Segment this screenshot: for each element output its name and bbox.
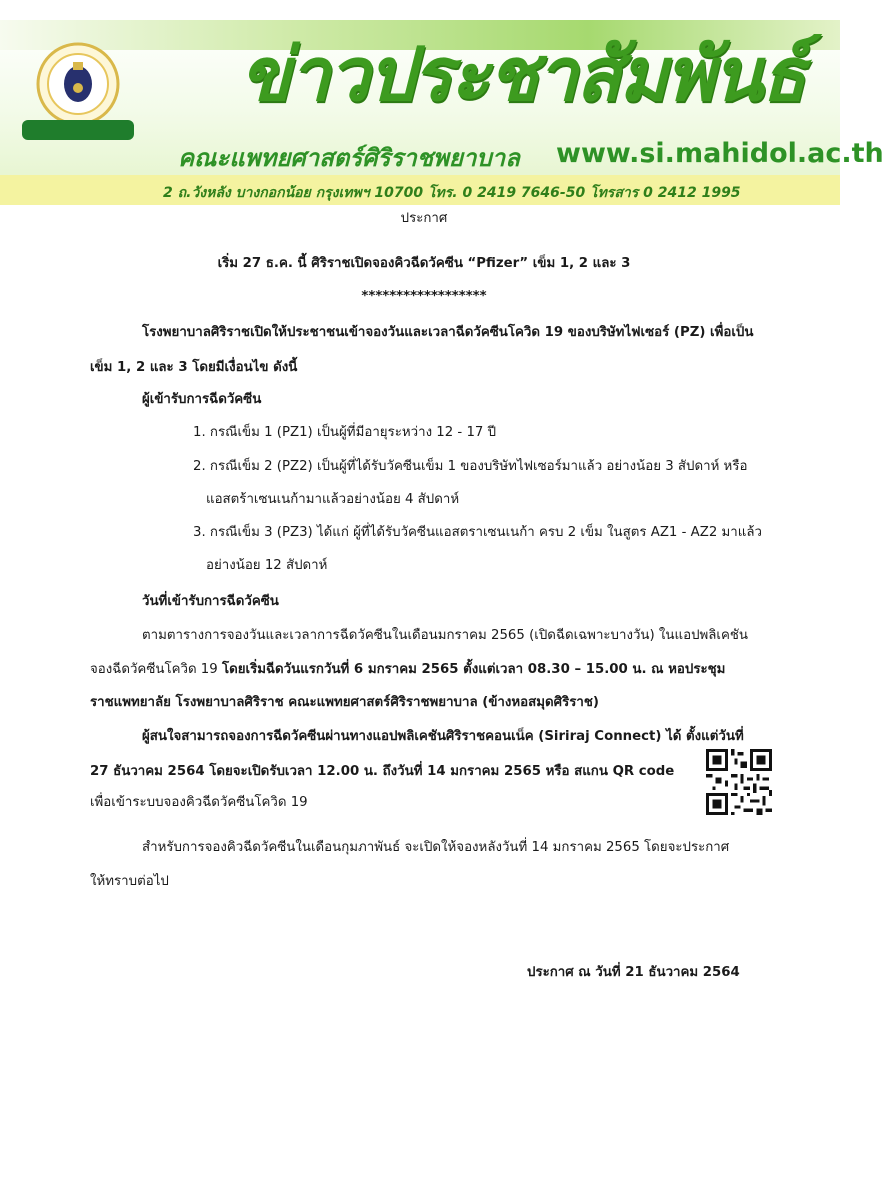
list-item-dose1: 1. กรณีเข็ม 1 (PZ1) เป็นผู้ที่มีอายุระหว่าง 12 - 17 ปี [193, 425, 497, 440]
list-item-dose3-line2: อย่างน้อย 12 สัปดาห์ [206, 558, 328, 573]
doc-heading: ประกาศ [400, 211, 448, 226]
intro-line-1: โรงพยาบาลศิริราชเปิดให้ประชาชนเข้าจองวันและเวลาฉีดวัคซีนโควิด 19 ของบริษัทไฟเซอร์ (PZ) เพื่อเป็น [142, 325, 754, 340]
dates-line-1: ตามตารางการจองวันและเวลาการฉีดวัคซีนในเดือนมกราคม 2565 (เปิดฉีดเฉพาะบางวัน) ในแอปพลิเคชัน [142, 628, 748, 643]
section-eligibility-title: ผู้เข้ารับการฉีดวัคซีน [142, 392, 262, 407]
address-text: 2 ถ.วังหลัง บางกอกน้อย กรุงเทพฯ 10700 โทร. 0 2419 7646-50 โทรสาร 0 2412 1995 [163, 185, 741, 201]
website-url[interactable]: www.si.mahidol.ac.th [556, 138, 884, 169]
dates-line-2-normal: จองฉีดวัคซีนโควิด 19 [90, 662, 222, 677]
faculty-name: คณะแพทยศาสตร์ศิริราชพยาบาล [178, 144, 520, 172]
headline-title: ข่าวประชาสัมพันธ์ [240, 32, 805, 118]
dates-line-3: ราชแพทยาลัย โรงพยาบาลศิริราช คณะแพทยศาสตร์ศิริราชพยาบาล (ข้างหอสมุดศิริราช) [90, 695, 599, 710]
section-dates-title: วันที่เข้ารับการฉีดวัคซีน [142, 594, 279, 609]
list-item-dose2-line2: แอสตร้าเซนเนก้ามาแล้วอย่างน้อย 4 สัปดาห์ [206, 492, 460, 507]
dates-line-2 [90, 660, 725, 680]
qr-code-icon[interactable] [706, 749, 772, 815]
signoff-date: ประกาศ ณ วันที่ 21 ธันวาคม 2564 [527, 965, 740, 980]
dates-line-2-bold: โดยเริ่มฉีดวันแรกวันที่ 6 มกราคม 2565 ตั้งแต่เวลา 08.30 – 15.00 น. ณ หอประชุม [221, 662, 726, 677]
header-banner [0, 20, 884, 201]
separator: ****************** [361, 289, 487, 304]
address-bar [0, 175, 840, 205]
february-line-1: สำหรับการจองคิวฉีดวัคซีนในเดือนกุมภาพันธ์ จะเปิดให้จองหลังวันที่ 14 มกราคม 2565 โดยจะประกาศ [142, 840, 730, 855]
intro-line-2: เข็ม 1, 2 และ 3 โดยมีเงื่อนไข ดังนี้ [90, 360, 298, 375]
doc-title: เริ่ม 27 ธ.ค. นี้ ศิริราชเปิดจองคิวฉีดวัคซีน “Pfizer” เข็ม 1, 2 และ 3 [217, 256, 631, 271]
siriraj-logo-icon [18, 38, 138, 146]
list-item-dose2-line1: 2. กรณีเข็ม 2 (PZ2) เป็นผู้ที่ได้รับวัคซีนเข็ม 1 ของบริษัทไฟเซอร์มาแล้ว อย่างน้อย 3 สัปดาห์ หรือ [193, 459, 748, 474]
booking-line-1: ผู้สนใจสามารถจองการฉีดวัคซีนผ่านทางแอปพลิเคชันศิริราชคอนเน็ค (Siriraj Connect) ได้ ตั้งแต่วันที่ [142, 729, 744, 744]
booking-line-3: เพื่อเข้าระบบจองคิวฉีดวัคซีนโควิด 19 [90, 795, 308, 810]
booking-line-2: 27 ธันวาคม 2564 โดยจะเปิดรับเวลา 12.00 น. ถึงวันที่ 14 มกราคม 2565 หรือ สแกน QR code [90, 764, 675, 779]
february-line-2: ให้ทราบต่อไป [90, 874, 169, 889]
list-item-dose3-line1: 3. กรณีเข็ม 3 (PZ3) ได้แก่ ผู้ที่ได้รับวัคซีนแอสตราเซนเนก้า ครบ 2 เข็ม ในสูตร AZ1 - AZ2 มาแล้ว [193, 525, 762, 540]
